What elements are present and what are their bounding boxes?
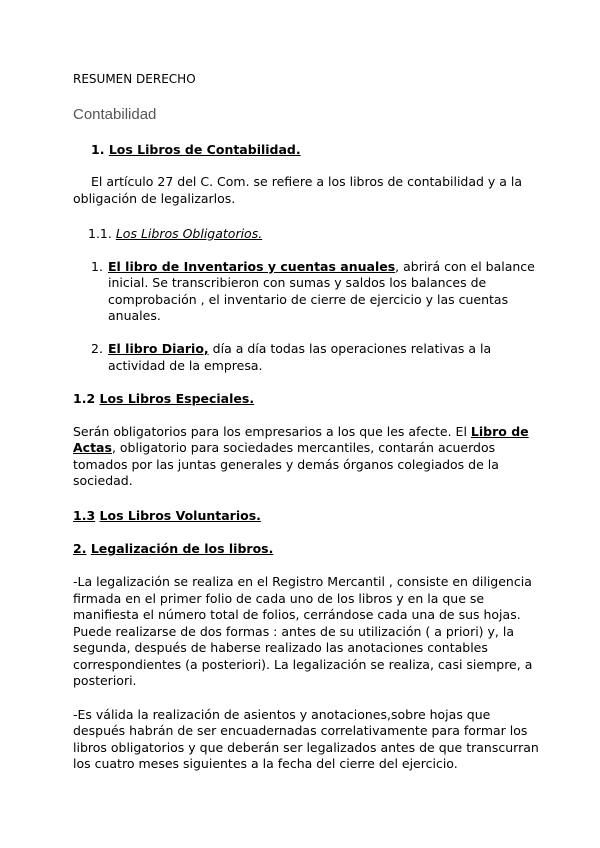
intro-line-2: obligación de legalizarlos. — [73, 191, 236, 206]
asientos-line-3: libros obligatorios y que deberán ser legalizados antes de que transcurran — [73, 740, 539, 755]
especiales-line-3: tomados por las juntas generales y demás órganos colegiados de la — [73, 457, 499, 472]
section-1-number: 1. — [91, 142, 105, 157]
libro-de-actas-term-2: Actas — [73, 440, 112, 455]
section-2-title: Legalización de los libros. — [90, 541, 274, 556]
subsection-1-2-title: Los Libros Especiales. — [99, 391, 255, 406]
subsection-1-2-number: 1.2 — [73, 391, 100, 406]
legalizacion-line-3: manifiesta el número total de folios, cerrándose cada una de sus hojas. — [73, 607, 521, 622]
item-2-number: 2. — [91, 341, 103, 356]
legalizacion-line-1: -La legalización se realiza en el Registro Mercantil , consiste en diligencia — [73, 574, 532, 589]
libro-de-actas-term-1: Libro de — [470, 424, 529, 439]
subject-heading: Contabilidad — [73, 106, 157, 123]
especiales-line-1 — [73, 424, 529, 441]
item-2-text: día a día todas las operaciones relativas a la — [208, 341, 492, 356]
subsection-1-2-heading — [73, 391, 254, 408]
especiales-line-4: sociedad. — [73, 473, 133, 488]
subsection-1-3-title: Los Libros Voluntarios. — [99, 508, 261, 523]
item-1-number: 1. — [91, 259, 103, 274]
subsection-1-1-title: Los Libros Obligatorios. — [115, 226, 263, 241]
especiales-text: Serán obligatorios para los empresarios a los que les afecte. El — [73, 424, 471, 439]
item-2-title: El libro Diario, — [108, 341, 209, 356]
intro-line-1: El artículo 27 del C. Com. se refiere a los libros de contabilidad y a la — [91, 174, 523, 189]
section-1-title: Los Libros de Contabilidad. — [108, 142, 301, 157]
subsection-1-3-number: 1.3 — [73, 508, 96, 523]
section-1-heading — [91, 142, 301, 159]
section-2-heading — [73, 541, 273, 558]
item-1-text: , abrirá con el balance — [395, 259, 535, 274]
subsection-1-1-number: 1.1. — [88, 226, 112, 241]
legalizacion-line-2: firmada en el primer folio de cada uno de los libros y en la que se — [73, 591, 485, 606]
document-title: RESUMEN DERECHO — [73, 72, 196, 86]
item-1-line-4: anuales. — [108, 308, 161, 323]
item-2-line-1 — [108, 341, 491, 358]
asientos-line-4: los cuatro meses siguientes a la fecha del cierre del ejercicio. — [73, 756, 458, 771]
legalizacion-line-5: segunda, después de haberse realizado las anotaciones contables — [73, 640, 488, 655]
asientos-line-1: -Es válida la realización de asientos y anotaciones,sobre hojas que — [73, 707, 491, 722]
item-1-line-3: comprobación , el inventario de cierre de ejercicio y las cuentas — [108, 292, 509, 307]
asientos-line-2: después habrán de ser encuadernadas correlativamente para formar los — [73, 723, 528, 738]
section-2-number: 2. — [73, 541, 87, 556]
item-1-title: El libro de Inventarios y cuentas anuales — [108, 259, 396, 274]
item-1-line-2: inicial. Se transcribieron con sumas y saldos los balances de — [108, 275, 487, 290]
item-2-line-2: actividad de la empresa. — [108, 358, 263, 373]
legalizacion-line-6: correspondientes (a posteriori). La legalización se realiza, casi siempre, a — [73, 657, 533, 672]
item-1-line-1 — [108, 259, 535, 276]
subsection-1-3-heading — [73, 508, 261, 525]
especiales-line-2 — [73, 440, 495, 457]
subsection-1-1-heading — [88, 226, 262, 243]
especiales-text-2: , obligatorio para sociedades mercantiles, contarán acuerdos — [111, 440, 496, 455]
legalizacion-line-7: posteriori. — [73, 673, 137, 688]
legalizacion-line-4: Puede realizarse de dos formas : antes de su utilización ( a priori) y, la — [73, 624, 515, 639]
